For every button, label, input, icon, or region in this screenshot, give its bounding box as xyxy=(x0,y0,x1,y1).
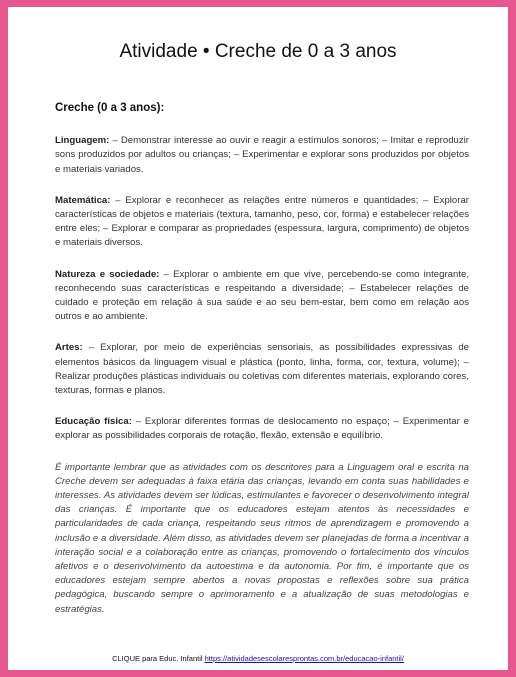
section-text: – Explorar diferentes formas de deslocamento no espaço; – Experimentar e explorar as possibilidades corporais de rotação, flexão, extensão e equilíbrio. xyxy=(55,416,469,442)
section-text: – Explorar e reconhecer as relações entre números e quantidades; – Explorar características de objetos e materiais (textura, tamanho, peso, cor, forma) e estabelecer relações entre eles; – Explorar e comparar as propriedades (espessura, largura, comprimento) de objetos e materiais diversos. xyxy=(55,194,469,249)
section-natureza-sociedade xyxy=(55,268,469,325)
document-body xyxy=(55,101,469,617)
section-label: Educação física: xyxy=(55,416,132,428)
section-matematica xyxy=(55,194,469,251)
section-educacao-fisica xyxy=(55,415,469,443)
section-text: – Explorar, por meio de experiências sensoriais, as possibilidades expressivas de elementos básicos da linguagem visual e plástica (ponto, linha, forma, cor, textura, volume); – Realizar produções plásticas individuais ou coletivas com diferentes materiais, explorando cores, texturas, formas e planos. xyxy=(55,342,469,397)
section-label: Linguagem: xyxy=(55,135,110,147)
document-page xyxy=(8,7,508,670)
section-label: Natureza e sociedade: xyxy=(55,268,160,280)
section-label: Artes: xyxy=(55,342,83,354)
section-artes xyxy=(55,341,469,398)
section-heading: Creche (0 a 3 anos): xyxy=(55,102,165,114)
section-label: Matemática: xyxy=(55,194,111,206)
footer xyxy=(8,654,508,663)
section-linguagem xyxy=(55,134,469,177)
closing-note: É importante lembrar que as atividades com os descritores para a Linguagem oral e escrita na Creche devem ser adequadas à faixa etária das crianças, levando em conta suas habilidades e interesses. As atividades devem ser lúdicas, estimulantes e favorecer o desenvolvimento integral das crianças. É importante que os educadores estejam atentos às necessidades e particularidades de cada criança, respeitando seus ritmos de aprendizagem e promovendo a inclusão e a diversidade. Além disso, as atividades devem ser planejadas de forma a incentivar a interação social e a colaboração entre as crianças, promovendo o fortalecimento dos vínculos afetivos e o desenvolvimento da autoestima e da autonomia. Por fim, é importante que os educadores estejam sempre abertos a novas propostas e reflexões sobre sua prática pedagógica, buscando sempre o aprimoramento e a atualização de suas metodologias e estratégias. xyxy=(55,461,469,615)
section-text: – Demonstrar interesse ao ouvir e reagir a estímulos sonoros; – Imitar e reproduzir sons produzidos por adultos ou crianças; – Experimentar e explorar sons produzidos por objetos e materiais variados. xyxy=(55,135,469,175)
footer-link[interactable]: https://atividadesescolaresprontas.com.br/educacao-infantil/ xyxy=(204,654,404,663)
page-title: Atividade • Creche de 0 a 3 anos xyxy=(119,41,397,62)
footer-label: CLIQUE para Educ. Infantil xyxy=(112,654,203,663)
section-text: – Explorar o ambiente em que vive, percebendo-se como integrante, reconhecendo suas características e respeitando a diversidade; – Estabelecer relações de cuidado e proteção em relação à sua saúde e ao seu bem-estar, bem como em relação aos outros e ao ambiente. xyxy=(55,268,469,323)
